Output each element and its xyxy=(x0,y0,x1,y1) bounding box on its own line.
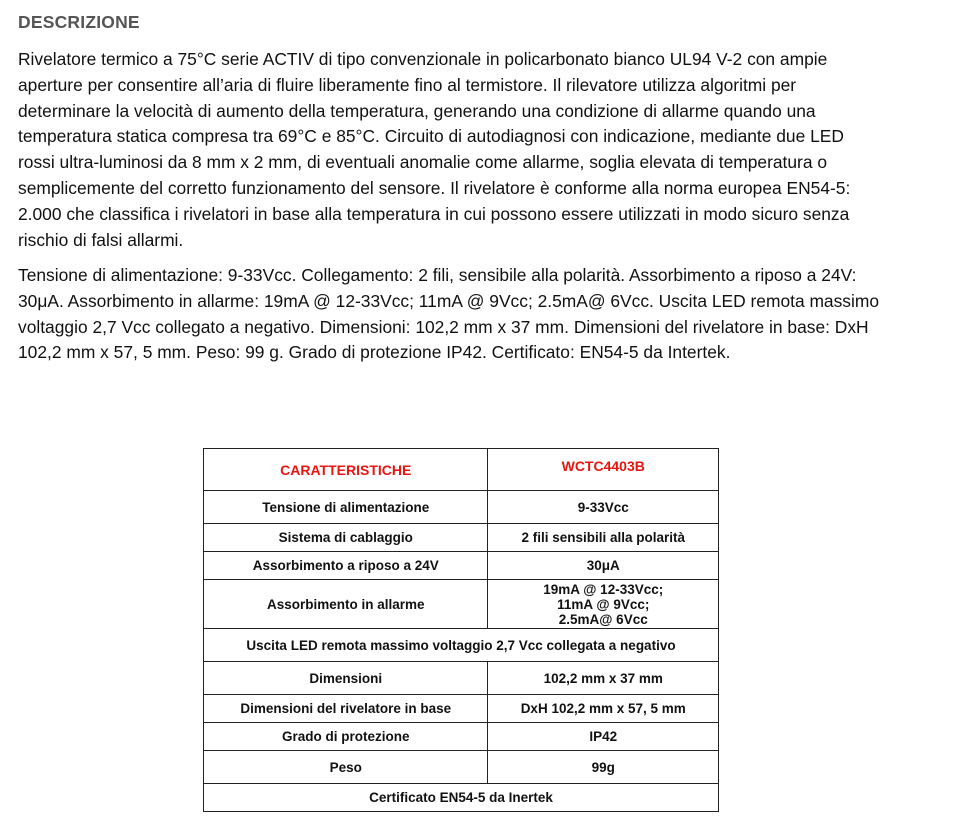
table-row xyxy=(204,751,719,784)
text-line: Tensione di alimentazione: 9-33Vcc. Collegamento: 2 fili, sensibile alla polarità. Assorbimento a riposo a 24V: xyxy=(18,265,857,285)
row-label: Dimensioni xyxy=(204,662,488,695)
description-paragraph-2 xyxy=(18,263,979,366)
text-line: Rivelatore termico a 75°C serie ACTIV di tipo convenzionale in policarbonato bianco UL94 V-2 con ampie xyxy=(18,49,828,69)
row-label: Assorbimento a riposo a 24V xyxy=(204,552,488,580)
table-row xyxy=(204,784,719,812)
text-line: rossi ultra-luminosi da 8 mm x 2 mm, di eventuali anomalie come allarme, soglia elevata di temperatura o xyxy=(18,152,828,173)
table-row xyxy=(204,552,719,580)
row-full: Uscita LED remota massimo voltaggio 2,7 Vcc collegata a negativo xyxy=(204,629,719,662)
text-line: voltaggio 2,7 Vcc collegato a negativo. Dimensioni: 102,2 mm x 37 mm. Dimensioni del rivelatore in base: DxH xyxy=(18,316,869,337)
row-label: Peso xyxy=(204,751,488,784)
row-value xyxy=(488,580,719,629)
header-characteristics: CARATTERISTICHE xyxy=(204,449,488,491)
row-value: 9-33Vcc xyxy=(488,491,719,524)
row-label: Grado di protezione xyxy=(204,723,488,751)
description-paragraph-1 xyxy=(18,47,979,253)
section-heading: DESCRIZIONE xyxy=(18,12,140,32)
value-line: 19mA @ 12-33Vcc; xyxy=(543,581,664,597)
text-line: 30μA. Assorbimento in allarme: 19mA @ 12-33Vcc; 11mA @ 9Vcc; 2.5mA@ 6Vcc. Uscita LED remota massimo xyxy=(18,290,880,311)
row-label: Dimensioni del rivelatore in base xyxy=(204,695,488,723)
value-line: 2.5mA@ 6Vcc xyxy=(558,611,648,627)
table-row xyxy=(204,629,719,662)
text-line: semplicemente del corretto funzionamento del sensore. Il rivelatore è conforme alla norma europea EN54-5: xyxy=(18,177,851,198)
header-model: WCTC4403B xyxy=(488,449,719,491)
row-full: Certificato EN54-5 da Inertek xyxy=(204,784,719,812)
row-label: Assorbimento in allarme xyxy=(204,580,488,629)
text-line: aperture per consentire all’aria di fluire liberamente fino al termistore. Il rilevatore utilizza algoritmi per xyxy=(18,74,797,95)
row-value: 99g xyxy=(488,751,719,784)
row-value: DxH 102,2 mm x 57, 5 mm xyxy=(488,695,719,723)
text-line: 2.000 che classifica i rivelatori in base alla temperatura in cui possono essere utilizzati in modo sicuro senza xyxy=(18,203,850,224)
table-header-row xyxy=(204,449,719,491)
text-line: temperatura statica compresa tra 69°C e 85°C. Circuito di autodiagnosi con indicazione, mediante due LED xyxy=(18,126,844,147)
row-label: Tensione di alimentazione xyxy=(204,491,488,524)
row-label: Sistema di cablaggio xyxy=(204,524,488,552)
text-line: determinare la velocità di aumento della temperatura, generando una condizione di allarme quando una xyxy=(18,100,816,121)
text-line: 102,2 mm x 57, 5 mm. Peso: 99 g. Grado di protezione IP42. Certificato: EN54-5 da Intertek. xyxy=(18,342,731,363)
row-value: 2 fili sensibili alla polarità xyxy=(488,524,719,552)
spec-table xyxy=(203,448,719,812)
table-row xyxy=(204,723,719,751)
row-value: 30μA xyxy=(488,552,719,580)
text-line: rischio di falsi allarmi. xyxy=(18,229,184,250)
row-value: 102,2 mm x 37 mm xyxy=(488,662,719,695)
table-row xyxy=(204,695,719,723)
row-value: IP42 xyxy=(488,723,719,751)
table-row xyxy=(204,662,719,695)
table-row xyxy=(204,491,719,524)
value-line: 11mA @ 9Vcc; xyxy=(557,596,650,612)
table-row xyxy=(204,580,719,629)
table-row xyxy=(204,524,719,552)
